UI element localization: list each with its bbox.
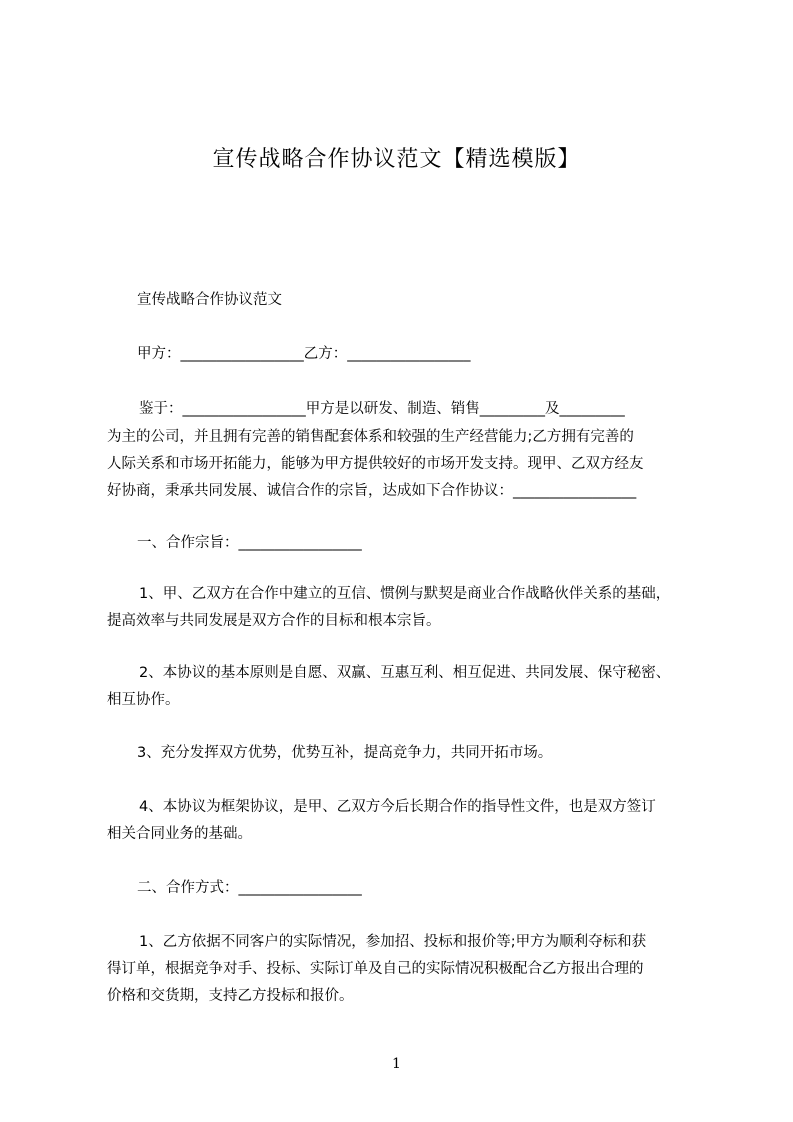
clause-1-2-line-2: 相互协作。 xyxy=(107,692,180,708)
clause-1-1-line-2: 提高效率与共同发展是双方合作的目标和根本宗旨。 xyxy=(107,613,441,629)
whereas-line-3: 人际关系和市场开拓能力，能够为甲方提供较好的市场开发支持。现甲、乙双方经友 xyxy=(107,456,644,472)
parties-line: 甲方：_________________乙方：_________________ xyxy=(137,346,471,362)
clause-1-3-line-1: 3、充分发挥双方优势，优势互补，提高竞争力，共同开拓市场。 xyxy=(137,745,553,761)
section-2-heading: 二、合作方式：_________________ xyxy=(137,880,362,896)
whereas-line-1: 鉴于：_________________甲方是以研发、制造、销售_________及_________ xyxy=(139,401,625,417)
page-number: 1 xyxy=(392,1056,401,1072)
clause-1-4-line-1: 4、本协议为框架协议，是甲、乙双方今后长期合作的指导性文件，也是双方签订 xyxy=(139,799,656,815)
clause-1-4-line-2: 相关合同业务的基础。 xyxy=(107,826,252,842)
whereas-line-4: 好协商，秉承共同发展、诚信合作的宗旨，达成如下合作协议：_________________ xyxy=(107,483,637,499)
whereas-line-2: 为主的公司，并且拥有完善的销售配套体系和较强的生产经营能力;乙方拥有完善的 xyxy=(107,429,634,445)
clause-1-2-line-1: 2、本协议的基本原则是自愿、双赢、互惠互利、相互促进、共同发展、保守秘密、 xyxy=(139,665,671,681)
clause-1-1-line-1: 1、甲、乙双方在合作中建立的互信、惯例与默契是商业合作战略伙伴关系的基础， xyxy=(139,586,671,602)
subtitle-line: 宣传战略合作协议范文 xyxy=(137,292,282,308)
clause-2-1-line-1: 1、乙方依据不同客户的实际情况，参加招、投标和报价等;甲方为顺利夺标和获 xyxy=(139,934,647,950)
clause-2-1-line-3: 价格和交货期，支持乙方投标和报价。 xyxy=(107,988,354,1004)
clause-2-1-line-2: 得订单，根据竞争对手、投标、实际订单及自己的实际情况积极配合乙方报出合理的 xyxy=(107,961,644,977)
section-1-heading: 一、合作宗旨：_________________ xyxy=(137,535,362,551)
document-title: 宣传战略合作协议范文【精选模版】 xyxy=(212,147,581,172)
